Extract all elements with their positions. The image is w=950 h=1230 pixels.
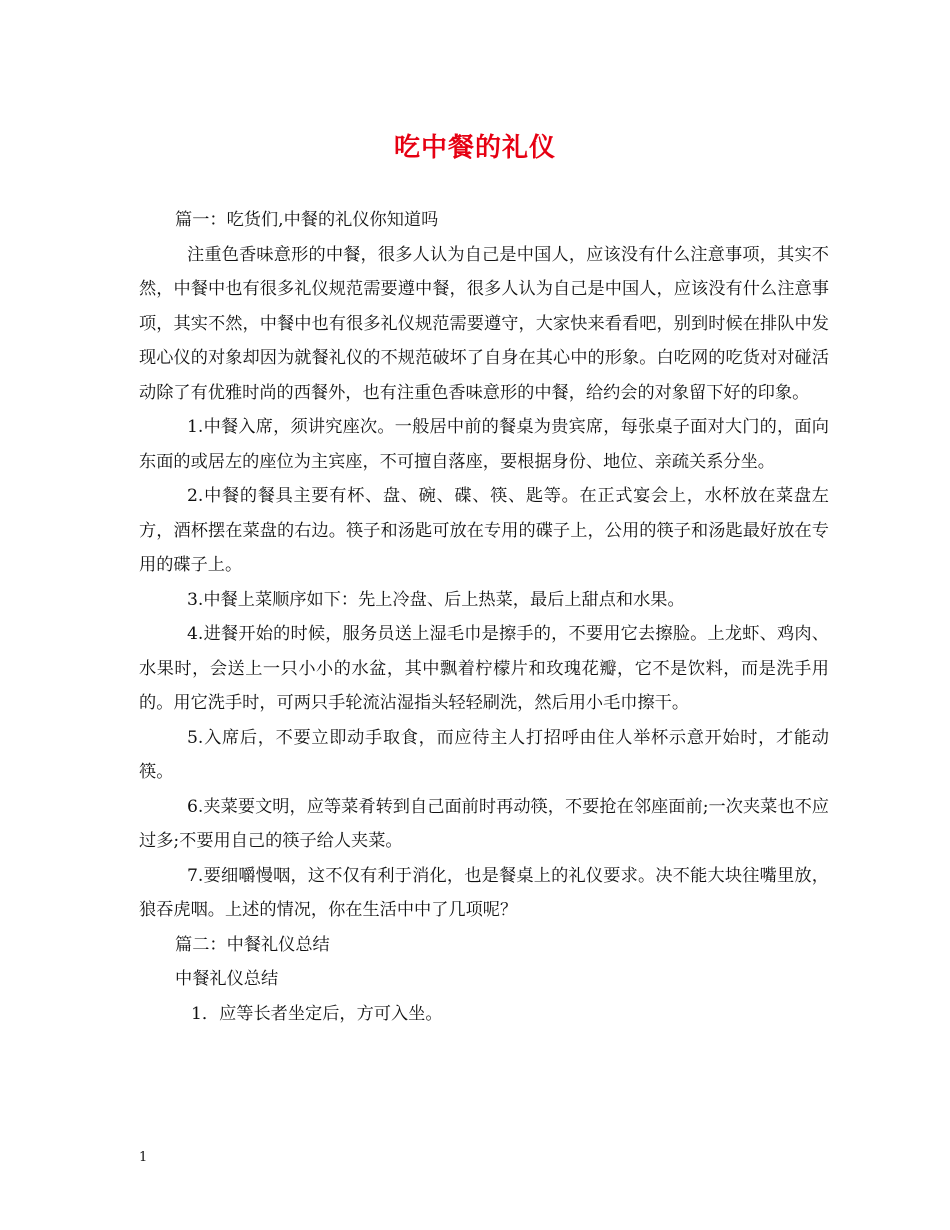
document-title: 吃中餐的礼仪 [393,133,556,163]
rule-paragraph-3: 3.中餐上菜顺序如下：先上冷盘、后上热菜，最后上甜点和水果。 [187,589,685,610]
rule-paragraph-4: 4.进餐开始的时候，服务员送上湿毛巾是擦手的，不要用它去擦脸。上龙虾、鸡肉、水果时，会送上一只小小的水盆，其中飘着柠檬片和玫瑰花瓣，它不是饮料，而是洗手用的。用它洗手时，可两只手轮流沾湿指头轻轻刷洗，然后用小毛巾擦干。 [139,624,829,713]
rule-paragraph-2: 2.中餐的餐具主要有杯、盘、碗、碟、筷、匙等。在正式宴会上，水杯放在菜盘左方，酒杯摆在菜盘的右边。筷子和汤匙可放在专用的碟子上，公用的筷子和汤匙最好放在专用的碟子上。 [139,486,829,575]
section-heading-1: 篇一：吃货们,中餐的礼仪你知道吗 [175,210,439,230]
page-number: 1 [139,1150,148,1165]
rule-paragraph-5: 5.入席后，不要立即动手取食，而应待主人打招呼由住人举杯示意开始时，才能动筷。 [139,727,829,782]
rule-paragraph-6: 6.夹菜要文明，应等菜肴转到自己面前时再动筷，不要抢在邻座面前;一次夹菜也不应过多;不要用自己的筷子给人夹菜。 [139,796,829,851]
rule-paragraph-7: 7.要细嚼慢咽，这不仅有利于消化，也是餐桌上的礼仪要求。决不能大块往嘴里放，狼吞虎咽。上述的情况，你在生活中中了几项呢？ [139,865,829,920]
summary-item-1: 1．应等长者坐定后，方可入坐。 [191,1003,443,1024]
subsection-heading: 中餐礼仪总结 [175,969,279,989]
intro-paragraph: 注重色香味意形的中餐，很多人认为自己是中国人，应该没有什么注意事项，其实不然，中餐中也有很多礼仪规范需要遵中餐，很多人认为自己是中国人，应该没有什么注意事项，其实不然，中餐中也有很多礼仪规范需要遵守，大家快来看看吧，别到时候在排队中发现心仪的对象却因为就餐礼仪的不规范破坏了自身在其心中的形象。白吃网的吃货对对碰活动除了有优雅时尚的西餐外，也有注重色香味意形的中餐，给约会的对象留下好的印象。 [139,244,829,403]
section-heading-2: 篇二：中餐礼仪总结 [175,934,330,955]
document-body [139,203,829,1031]
rule-paragraph-1: 1.中餐入席，须讲究座次。一般居中前的餐桌为贵宾席，每张桌子面对大门的，面向东面的或居左的座位为主宾座，不可擅自落座，要根据身份、地位、亲疏关系分坐。 [139,417,829,472]
